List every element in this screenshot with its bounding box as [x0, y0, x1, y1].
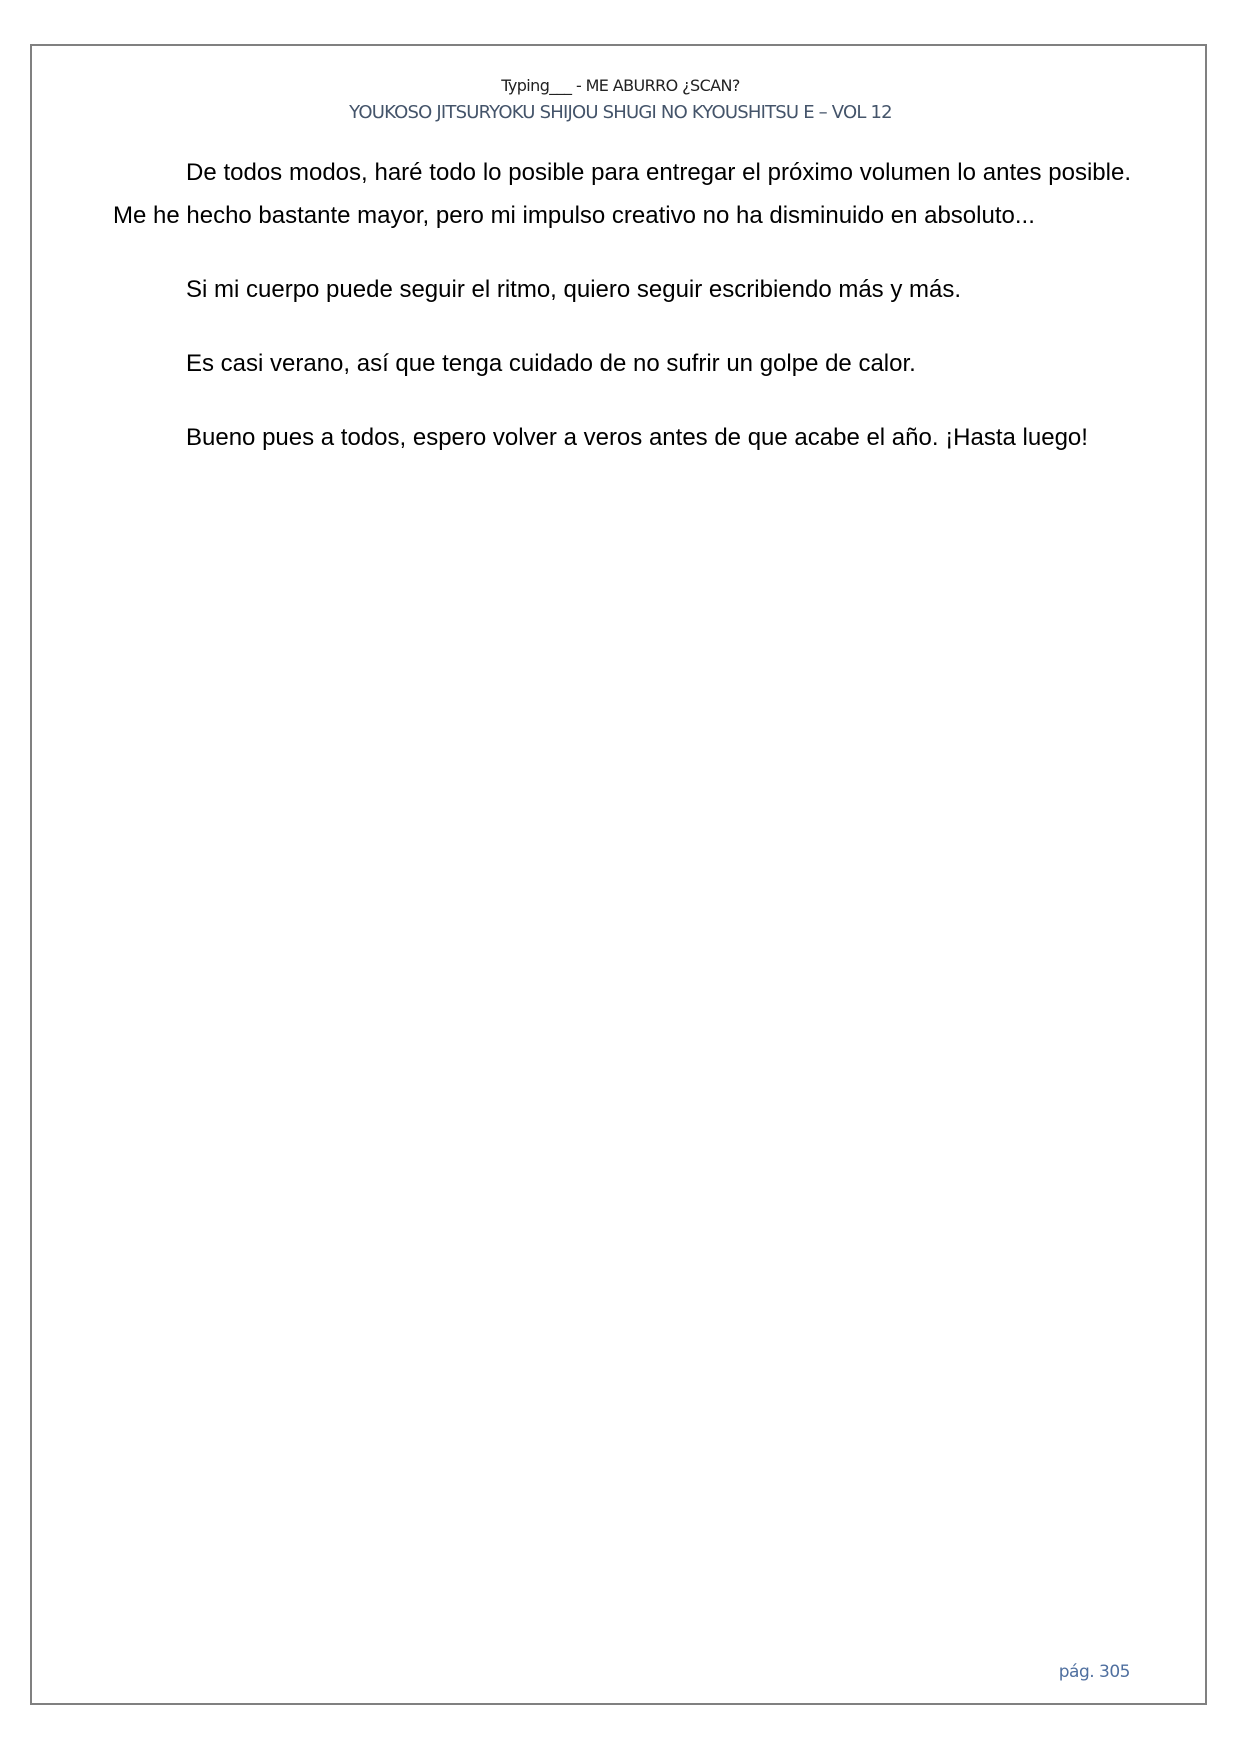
paragraph: Es casi verano, así que tenga cuidado de no sufrir un golpe de calor.: [186, 350, 916, 377]
paragraph: De todos modos, haré todo lo posible para entregar el próximo volumen lo antes posible. Me he hecho bastante mayor, pero mi impulso creativo no ha disminuido en absoluto...: [113, 159, 1131, 229]
paragraph: Si mi cuerpo puede seguir el ritmo, quiero seguir escribiendo más y más.: [186, 276, 962, 303]
paragraph: Bueno pues a todos, espero volver a veros antes de que acabe el año. ¡Hasta luego!: [186, 424, 1088, 451]
page-number: pág. 305: [1058, 1662, 1130, 1682]
header-title-line: YOUKOSO JITSURYOKU SHIJOU SHUGI NO KYOUSHITSU E – VOL 12: [349, 102, 892, 123]
header-translator-line: Typing___ - ME ABURRO ¿SCAN?: [501, 76, 740, 95]
page-body: [113, 151, 1131, 490]
